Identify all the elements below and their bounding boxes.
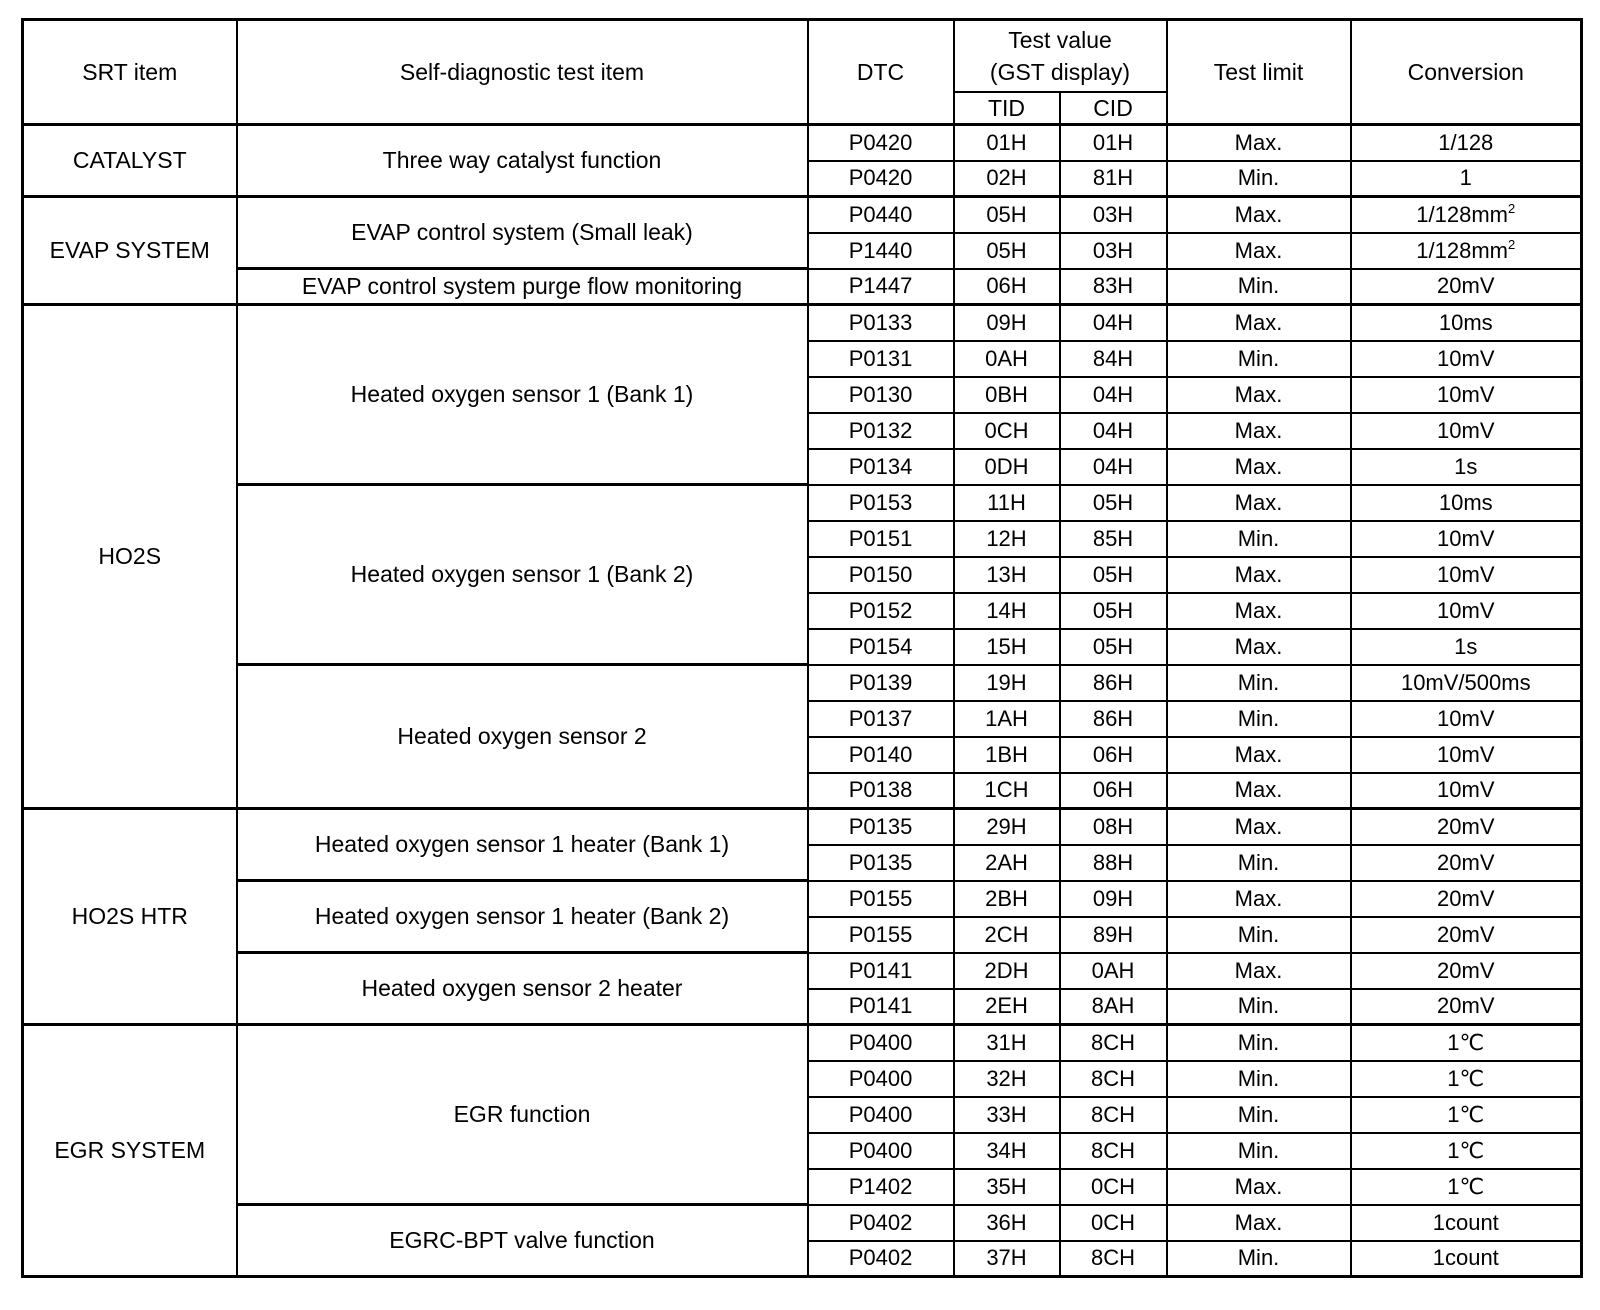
- tid-cell: 34H: [954, 1133, 1060, 1169]
- dtc-cell: P0141: [808, 953, 954, 989]
- conversion-cell: [1351, 269, 1582, 305]
- tid-cell: 13H: [954, 557, 1060, 593]
- tid-cell: 0AH: [954, 341, 1060, 377]
- tid-cell: 31H: [954, 1025, 1060, 1061]
- conversion-cell: [1351, 161, 1582, 197]
- test-limit-cell: Max.: [1167, 737, 1351, 773]
- conversion-value: 10ms: [1438, 489, 1493, 515]
- tid-cell: 05H: [954, 233, 1060, 269]
- tid-cell: 0BH: [954, 377, 1060, 413]
- test-limit-cell: Max.: [1167, 1205, 1351, 1241]
- cid-cell: 81H: [1060, 161, 1167, 197]
- cid-cell: 83H: [1060, 269, 1167, 305]
- cid-cell: 04H: [1060, 413, 1167, 449]
- tid-cell: 0CH: [954, 413, 1060, 449]
- test-limit-cell: Min.: [1167, 665, 1351, 701]
- header-test-value: Test value (GST display): [954, 20, 1167, 93]
- conversion-cell: [1351, 665, 1582, 701]
- tid-cell: 2AH: [954, 845, 1060, 881]
- cid-cell: 04H: [1060, 377, 1167, 413]
- conversion-value: 20mV: [1437, 957, 1495, 983]
- cid-cell: 88H: [1060, 845, 1167, 881]
- srt-item-cell: HO2S: [23, 305, 237, 809]
- dtc-cell: P0155: [808, 917, 954, 953]
- conversion-cell: [1351, 917, 1582, 953]
- dtc-cell: P0420: [808, 161, 954, 197]
- conversion-cell: [1351, 521, 1582, 557]
- conversion-cell: [1351, 125, 1582, 161]
- test-limit-cell: Min.: [1167, 701, 1351, 737]
- conversion-cell: [1351, 197, 1582, 233]
- cid-cell: 86H: [1060, 665, 1167, 701]
- test-item-cell: Heated oxygen sensor 1 heater (Bank 1): [237, 809, 808, 881]
- test-limit-cell: Max.: [1167, 809, 1351, 845]
- conversion-cell: [1351, 557, 1582, 593]
- conversion-value: 20mV: [1437, 813, 1495, 839]
- conversion-cell: [1351, 953, 1582, 989]
- dtc-cell: P0152: [808, 593, 954, 629]
- table-row: [23, 1025, 1582, 1061]
- test-limit-cell: Max.: [1167, 953, 1351, 989]
- conversion-value: 10mV/500ms: [1400, 669, 1531, 695]
- tid-cell: 01H: [954, 125, 1060, 161]
- conversion-cell: [1351, 233, 1582, 269]
- dtc-cell: P0400: [808, 1025, 954, 1061]
- dtc-cell: P0154: [808, 629, 954, 665]
- conversion-value: 10mV: [1437, 741, 1495, 767]
- srt-item-cell: EVAP SYSTEM: [23, 197, 237, 305]
- dtc-cell: P1402: [808, 1169, 954, 1205]
- conversion-cell: [1351, 305, 1582, 341]
- test-item-cell: EGR function: [237, 1025, 808, 1205]
- test-item-cell: Heated oxygen sensor 1 heater (Bank 2): [237, 881, 808, 953]
- conversion-value: 10mV: [1437, 345, 1495, 371]
- dtc-cell: P0135: [808, 809, 954, 845]
- dtc-cell: P0420: [808, 125, 954, 161]
- conversion-value: 10mV: [1437, 417, 1495, 443]
- conversion-value: 1count: [1432, 1209, 1499, 1235]
- test-limit-cell: Min.: [1167, 161, 1351, 197]
- header-row: [23, 20, 1582, 93]
- table-body: [23, 125, 1582, 1277]
- dtc-cell: P0134: [808, 449, 954, 485]
- cid-cell: 85H: [1060, 521, 1167, 557]
- tid-cell: 0DH: [954, 449, 1060, 485]
- conversion-value: 1℃: [1447, 1101, 1485, 1127]
- cid-cell: 86H: [1060, 701, 1167, 737]
- test-item-cell: EGRC-BPT valve function: [237, 1205, 808, 1277]
- tid-cell: 05H: [954, 197, 1060, 233]
- cid-cell: 8CH: [1060, 1133, 1167, 1169]
- test-limit-cell: Min.: [1167, 1097, 1351, 1133]
- cid-cell: 0AH: [1060, 953, 1167, 989]
- dtc-cell: P0139: [808, 665, 954, 701]
- conversion-value: 20mV: [1437, 849, 1495, 875]
- dtc-cell: P0138: [808, 773, 954, 809]
- conversion-cell: [1351, 1061, 1582, 1097]
- tid-cell: 11H: [954, 485, 1060, 521]
- dtc-cell: P0400: [808, 1061, 954, 1097]
- test-limit-cell: Max.: [1167, 449, 1351, 485]
- dtc-cell: P0133: [808, 305, 954, 341]
- conversion-value: 10mV: [1437, 381, 1495, 407]
- tid-cell: 14H: [954, 593, 1060, 629]
- tid-cell: 2BH: [954, 881, 1060, 917]
- test-item-cell: EVAP control system (Small leak): [237, 197, 808, 269]
- dtc-cell: P0135: [808, 845, 954, 881]
- tid-cell: 19H: [954, 665, 1060, 701]
- cid-cell: 8CH: [1060, 1097, 1167, 1133]
- test-limit-cell: Max.: [1167, 377, 1351, 413]
- cid-cell: 08H: [1060, 809, 1167, 845]
- dtc-cell: P0151: [808, 521, 954, 557]
- cid-cell: 03H: [1060, 197, 1167, 233]
- cid-cell: 05H: [1060, 629, 1167, 665]
- table-row: [23, 1205, 1582, 1241]
- test-limit-cell: Min.: [1167, 1241, 1351, 1277]
- conversion-value: 20mV: [1437, 993, 1495, 1019]
- conversion-value: 10mV: [1437, 561, 1495, 587]
- conversion-cell: [1351, 413, 1582, 449]
- cid-cell: 0CH: [1060, 1205, 1167, 1241]
- conversion-cell: [1351, 845, 1582, 881]
- conversion-value: 10ms: [1438, 309, 1493, 335]
- conversion-value: 10mV: [1437, 597, 1495, 623]
- test-limit-cell: Max.: [1167, 1169, 1351, 1205]
- header-self-diagnostic-test-item: Self-diagnostic test item: [237, 20, 808, 125]
- tid-cell: 06H: [954, 269, 1060, 305]
- conversion-value: 1℃: [1447, 1137, 1485, 1163]
- test-limit-cell: Max.: [1167, 593, 1351, 629]
- cid-cell: 05H: [1060, 557, 1167, 593]
- cid-cell: 8AH: [1060, 989, 1167, 1025]
- header-cid: CID: [1060, 92, 1167, 125]
- test-limit-cell: Max.: [1167, 233, 1351, 269]
- conversion-value: 1count: [1432, 1245, 1499, 1271]
- cid-cell: 8CH: [1060, 1025, 1167, 1061]
- cid-cell: 06H: [1060, 737, 1167, 773]
- test-limit-cell: Min.: [1167, 845, 1351, 881]
- test-item-cell: Heated oxygen sensor 2: [237, 665, 808, 809]
- test-limit-cell: Max.: [1167, 773, 1351, 809]
- test-limit-cell: Min.: [1167, 341, 1351, 377]
- test-limit-cell: Min.: [1167, 989, 1351, 1025]
- test-item-cell: Heated oxygen sensor 1 (Bank 1): [237, 305, 808, 485]
- conversion-cell: [1351, 1169, 1582, 1205]
- conversion-value: 1℃: [1447, 1029, 1485, 1055]
- table-row: [23, 125, 1582, 161]
- tid-cell: 1BH: [954, 737, 1060, 773]
- tid-cell: 2CH: [954, 917, 1060, 953]
- header-srt-item: SRT item: [23, 20, 237, 125]
- conversion-cell: [1351, 1097, 1582, 1133]
- cid-cell: 09H: [1060, 881, 1167, 917]
- test-limit-cell: Max.: [1167, 557, 1351, 593]
- cid-cell: 8CH: [1060, 1061, 1167, 1097]
- srt-item-cell: EGR SYSTEM: [23, 1025, 237, 1277]
- dtc-cell: P0400: [808, 1133, 954, 1169]
- header-tid: TID: [954, 92, 1060, 125]
- tid-cell: 1CH: [954, 773, 1060, 809]
- srt-item-cell: HO2S HTR: [23, 809, 237, 1025]
- dtc-cell: P0440: [808, 197, 954, 233]
- tid-cell: 2DH: [954, 953, 1060, 989]
- conversion-cell: [1351, 629, 1582, 665]
- header-dtc: DTC: [808, 20, 954, 125]
- cid-cell: 8CH: [1060, 1241, 1167, 1277]
- conversion-cell: [1351, 485, 1582, 521]
- dtc-cell: P0402: [808, 1241, 954, 1277]
- dtc-cell: P0140: [808, 737, 954, 773]
- tid-cell: 2EH: [954, 989, 1060, 1025]
- tid-cell: 02H: [954, 161, 1060, 197]
- test-limit-cell: Max.: [1167, 197, 1351, 233]
- dtc-cell: P1440: [808, 233, 954, 269]
- conversion-cell: [1351, 701, 1582, 737]
- dtc-cell: P0141: [808, 989, 954, 1025]
- conversion-exponent: 2: [1508, 236, 1516, 252]
- cid-cell: 05H: [1060, 485, 1167, 521]
- test-limit-cell: Min.: [1167, 521, 1351, 557]
- test-item-cell: Three way catalyst function: [237, 125, 808, 197]
- cid-cell: 05H: [1060, 593, 1167, 629]
- test-limit-cell: Max.: [1167, 413, 1351, 449]
- tid-cell: 37H: [954, 1241, 1060, 1277]
- conversion-exponent: 2: [1508, 200, 1516, 216]
- test-limit-cell: Max.: [1167, 125, 1351, 161]
- test-limit-cell: Max.: [1167, 629, 1351, 665]
- conversion-cell: [1351, 1025, 1582, 1061]
- tid-cell: 36H: [954, 1205, 1060, 1241]
- tid-cell: 09H: [954, 305, 1060, 341]
- dtc-cell: P0155: [808, 881, 954, 917]
- test-limit-cell: Max.: [1167, 305, 1351, 341]
- header-conversion: Conversion: [1351, 20, 1582, 125]
- table-row: [23, 665, 1582, 701]
- conversion-cell: [1351, 377, 1582, 413]
- table-row: [23, 269, 1582, 305]
- test-limit-cell: Min.: [1167, 1025, 1351, 1061]
- test-limit-cell: Max.: [1167, 881, 1351, 917]
- conversion-cell: [1351, 449, 1582, 485]
- conversion-cell: [1351, 773, 1582, 809]
- cid-cell: 04H: [1060, 305, 1167, 341]
- header-test-limit: Test limit: [1167, 20, 1351, 125]
- test-limit-cell: Min.: [1167, 917, 1351, 953]
- dtc-cell: P0402: [808, 1205, 954, 1241]
- conversion-cell: [1351, 881, 1582, 917]
- conversion-cell: [1351, 1205, 1582, 1241]
- srt-item-cell: CATALYST: [23, 125, 237, 197]
- tid-cell: 12H: [954, 521, 1060, 557]
- dtc-cell: P0130: [808, 377, 954, 413]
- cid-cell: 89H: [1060, 917, 1167, 953]
- conversion-cell: [1351, 737, 1582, 773]
- dtc-cell: P0400: [808, 1097, 954, 1133]
- cid-cell: 06H: [1060, 773, 1167, 809]
- dtc-cell: P1447: [808, 269, 954, 305]
- cid-cell: 04H: [1060, 449, 1167, 485]
- table-row: [23, 953, 1582, 989]
- conversion-cell: [1351, 1241, 1582, 1277]
- tid-cell: 32H: [954, 1061, 1060, 1097]
- dtc-cell: P0137: [808, 701, 954, 737]
- dtc-cell: P0132: [808, 413, 954, 449]
- conversion-value: 10mV: [1437, 525, 1495, 551]
- dtc-cell: P0131: [808, 341, 954, 377]
- test-item-cell: EVAP control system purge flow monitoring: [237, 269, 808, 305]
- conversion-cell: [1351, 1133, 1582, 1169]
- conversion-value: 20mV: [1437, 273, 1495, 299]
- table-row: [23, 881, 1582, 917]
- tid-cell: 1AH: [954, 701, 1060, 737]
- test-item-cell: Heated oxygen sensor 1 (Bank 2): [237, 485, 808, 665]
- tid-cell: 33H: [954, 1097, 1060, 1133]
- dtc-cell: P0150: [808, 557, 954, 593]
- conversion-cell: [1351, 593, 1582, 629]
- conversion-value: 1℃: [1447, 1065, 1485, 1091]
- table-row: [23, 485, 1582, 521]
- cid-cell: 03H: [1060, 233, 1167, 269]
- dtc-cell: P0153: [808, 485, 954, 521]
- conversion-cell: [1351, 989, 1582, 1025]
- cid-cell: 84H: [1060, 341, 1167, 377]
- tid-cell: 15H: [954, 629, 1060, 665]
- conversion-value: 1s: [1454, 633, 1478, 659]
- conversion-value: 20mV: [1437, 921, 1495, 947]
- table-row: [23, 305, 1582, 341]
- test-limit-cell: Min.: [1167, 269, 1351, 305]
- conversion-value: 1℃: [1447, 1173, 1485, 1199]
- conversion-value: 1s: [1454, 453, 1478, 479]
- conversion-value: 20mV: [1437, 885, 1495, 911]
- conversion-value: 1/128mm: [1416, 237, 1508, 263]
- cid-cell: 0CH: [1060, 1169, 1167, 1205]
- table-row: [23, 197, 1582, 233]
- srt-diagnostic-table: [21, 18, 1583, 1278]
- conversion-value: 1: [1459, 165, 1472, 191]
- test-item-cell: Heated oxygen sensor 2 heater: [237, 953, 808, 1025]
- conversion-value: 10mV: [1437, 705, 1495, 731]
- test-limit-cell: Max.: [1167, 485, 1351, 521]
- tid-cell: 35H: [954, 1169, 1060, 1205]
- conversion-value: 1/128mm: [1416, 201, 1508, 227]
- test-limit-cell: Min.: [1167, 1061, 1351, 1097]
- conversion-cell: [1351, 341, 1582, 377]
- table-row: [23, 809, 1582, 845]
- cid-cell: 01H: [1060, 125, 1167, 161]
- test-limit-cell: Min.: [1167, 1133, 1351, 1169]
- tid-cell: 29H: [954, 809, 1060, 845]
- conversion-value: 1/128: [1438, 129, 1494, 155]
- conversion-cell: [1351, 809, 1582, 845]
- conversion-value: 10mV: [1437, 777, 1495, 803]
